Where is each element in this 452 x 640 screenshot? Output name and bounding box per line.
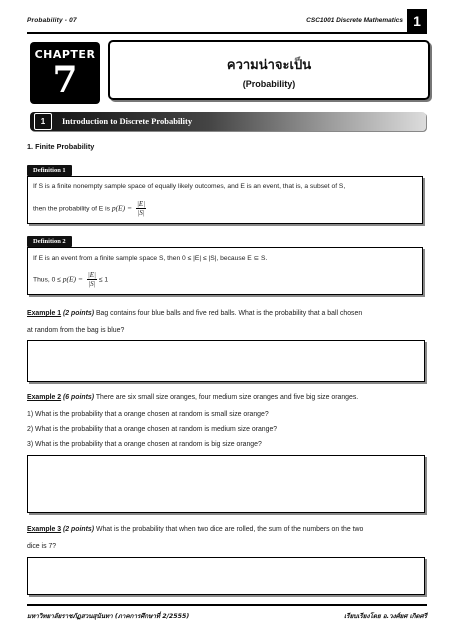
example-1-label: Example 1	[27, 310, 62, 317]
section-title: Introduction to Discrete Probability	[62, 116, 193, 126]
example-2-points: (6 points)	[63, 394, 95, 401]
example-2-line-1	[27, 394, 358, 401]
header-left-text: Probability - 07	[27, 17, 77, 24]
definition-2-tag: Definition 2	[27, 236, 72, 247]
section-number: 1	[34, 113, 52, 130]
definition-2-line-2	[33, 271, 108, 288]
fraction-numerator: |E|	[136, 200, 146, 208]
example-2-item: 3) What is the probability that a orange chosen at random is big size orange?	[27, 441, 262, 448]
example-3-answer-box[interactable]	[27, 557, 425, 595]
example-3-text: What is the probability that when two dice are rolled, the sum of the numbers on the two	[94, 526, 364, 533]
fraction-denominator: |S|	[88, 280, 96, 288]
chapter-badge	[30, 42, 100, 104]
definition-1-formula: p(E) =	[111, 203, 133, 213]
example-2-item: 2) What is the probability that a orange chosen at random is medium size orange?	[27, 426, 278, 433]
footer-university: มหาวิทยาลัยราชภัฏสวนสุนันทา (ภาคการศึกษาที่ 2/2555)	[27, 613, 190, 620]
example-1-text: Bag contains four blue balls and five red balls. What is the probability that a ball chosen	[94, 310, 363, 317]
chapter-word: CHAPTER	[34, 48, 96, 61]
definition-2-line-1: If E is an event from a finite sample space S, then 0 ≤ |E| ≤ |S|, because E ⊆ S.	[33, 255, 268, 262]
example-3-label: Example 3	[27, 526, 62, 533]
page-header	[27, 12, 427, 34]
page-footer	[27, 604, 427, 622]
chapter-title-thai: ความน่าจะเป็น	[226, 58, 312, 73]
example-1-answer-box[interactable]	[27, 340, 425, 382]
example-1-line-2: at random from the bag is blue?	[27, 327, 125, 334]
fraction-denominator: |S|	[137, 209, 145, 217]
definition-1-prefix: then the probability of E is	[33, 205, 110, 213]
definition-1-line-2	[33, 200, 146, 217]
example-2-answer-box[interactable]	[27, 455, 425, 513]
example-1-line-1	[27, 310, 362, 317]
definition-1-box	[27, 176, 423, 224]
page-number: 1	[407, 9, 427, 33]
section-bar	[30, 112, 426, 131]
example-3-line-1	[27, 526, 363, 533]
definition-2-prefix: Thus, 0 ≤	[33, 276, 61, 284]
example-3-line-2: dice is 7?	[27, 543, 57, 550]
definition-1-tag: Definition 1	[27, 165, 72, 176]
example-2-text: There are six small size oranges, four medium size oranges and five big size oranges.	[94, 394, 359, 401]
subsection-title: 1. Finite Probability	[27, 142, 95, 151]
definition-2-box	[27, 247, 423, 295]
header-course-title: CSC1001 Discrete Mathematics	[306, 17, 403, 24]
example-3-points: (2 points)	[63, 526, 95, 533]
example-2-item: 1) What is the probability that a orange chosen at random is small size orange?	[27, 411, 269, 418]
example-2-label: Example 2	[27, 394, 62, 401]
definition-2-formula: p(E) =	[62, 274, 83, 284]
chapter-number: 7	[52, 59, 78, 101]
fraction-numerator: |E|	[87, 271, 96, 279]
chapter-title-box	[108, 40, 430, 100]
definition-1-fraction	[136, 200, 146, 217]
definition-2-fraction	[87, 271, 97, 288]
footer-author: เรียบเรียงโดย อ.วงศ์ยศ เกิดศรี	[344, 613, 427, 620]
definition-2-suffix: ≤ 1	[98, 276, 109, 284]
example-1-points: (2 points)	[63, 310, 95, 317]
definition-1-line-1: If S is a finite nonempty sample space of equally likely outcomes, and E is an event, that is, a subset of S,	[33, 183, 346, 190]
chapter-title-english: (Probability)	[242, 79, 296, 89]
